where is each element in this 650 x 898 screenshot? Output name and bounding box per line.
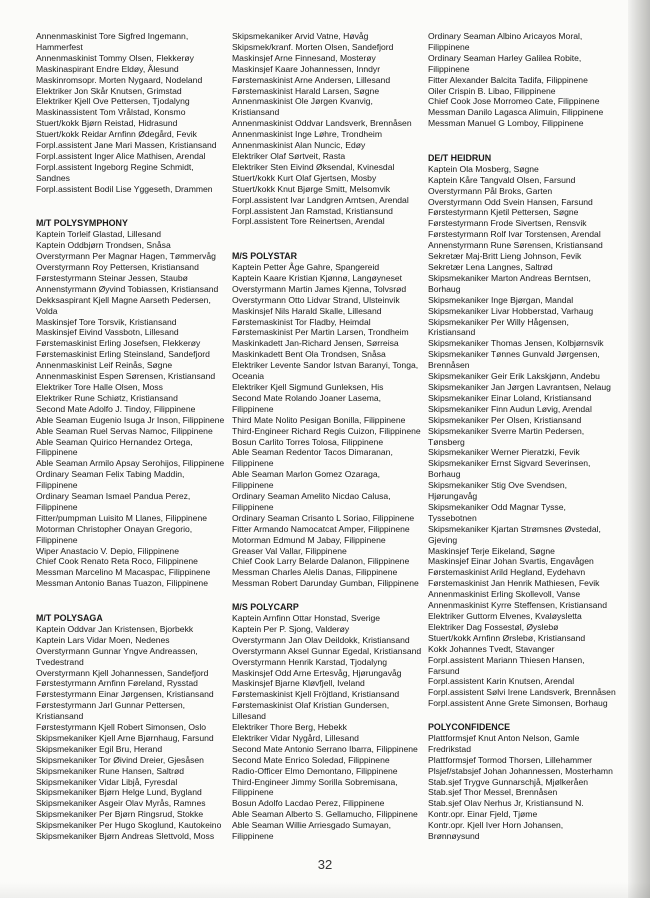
crew-line: Ordinary Seaman Harley Galilea Robite,	[428, 52, 582, 63]
crew-line: Kaptein Oddbjørn Trondsen, Snåsa	[36, 240, 171, 251]
crew-line: Maskinsjef Nils Harald Skalle, Lillesand	[232, 305, 382, 316]
crew-line: Førstestyrmann Arnfinn Føreland, Rysstad	[36, 678, 198, 689]
crew-line: Chief Cook Renato Reta Roco, Filippinene	[36, 556, 198, 567]
crew-line: Messman Antonio Banas Tuazon, Filippinene	[36, 578, 208, 589]
crew-line: Motorman Edmund M Jabay, Filippinene	[232, 534, 386, 545]
crew-line: Able Seaman Willie Arriesgado Sumayan,	[232, 820, 392, 831]
crew-line: Filippinene	[232, 458, 274, 469]
crew-line: Førstemaskinist Arne Andersen, Lillesand	[232, 74, 391, 85]
crew-line: Skipsmekaniker Geir Erik Lakskjønn, Andebu	[428, 371, 600, 382]
section-heading: POLYCONFIDENCE	[428, 722, 511, 733]
blank-line	[428, 709, 624, 720]
blank-line	[232, 589, 424, 600]
crew-line: Kaptein Kåre Tangvald Olsen, Farsund	[428, 174, 576, 185]
crew-line: Annenstyrmann Rune Sørensen, Kristiansand	[428, 240, 603, 251]
crew-line: Radio-Officer Elmo Demontano, Filippinene	[232, 765, 398, 776]
crew-line: Fitter/pumpman Luisito M Llanes, Filippinene	[36, 512, 208, 523]
crew-line: Third-Engineer Jimmy Sorilla Sobremisana,	[232, 776, 398, 787]
crew-line: Skipsmekaniker Per Bjørn Ringsrud, Stokke	[36, 809, 204, 820]
section-heading: M/S POLYSTAR	[232, 251, 298, 262]
crew-line: Brennåsen	[428, 360, 470, 371]
crew-line: Volda	[36, 305, 58, 316]
crew-line: Skipsmekaniker Inge Bjørgan, Mandal	[428, 294, 574, 305]
crew-line: Maskinsjef Odd Arne Ertesvåg, Hjørungavåg	[232, 667, 402, 678]
crew-line: Maskinkadett Bent Ola Trondsen, Snåsa	[232, 349, 386, 360]
crew-line: Messman Danilo Lagasca Alimuin, Filippinene	[428, 107, 604, 118]
crew-line: Oceania	[232, 371, 265, 382]
crew-line: Fitter Alexander Balcita Tadifa, Filippinene	[428, 74, 588, 85]
crew-line: Plattformsjef Tormod Thorsen, Lillehammer	[428, 754, 592, 765]
crew-line: Førstestyrmann Kjell Robert Simonsen, Oslo	[36, 722, 207, 733]
crew-line: Skipsmekaniker Finn Audun Løvig, Arendal	[428, 403, 592, 414]
crew-line: Filippinene	[428, 41, 470, 52]
crew-line: Elektriker Levente Sandor Istvan Baranyi, Tonga,	[232, 360, 419, 371]
page-number: 32	[317, 857, 333, 872]
crew-line: Overstyrmann Henrik Karstad, Tjodalyng	[232, 656, 388, 667]
crew-line: Skipsmekaniker Stig Ove Svendsen,	[428, 480, 567, 491]
crew-line: Førstemaskinist Per Martin Larsen, Trondheim	[232, 327, 409, 338]
crew-line: Sandnes	[36, 172, 70, 183]
blank-line	[232, 227, 424, 238]
crew-line: Elektriker Thore Berg, Hebekk	[232, 722, 347, 733]
crew-line: Maskinsjef Terje Eikeland, Søgne	[428, 545, 555, 556]
crew-line: Gjeving	[428, 534, 458, 545]
crew-line: Annenmaskinist Espen Sørensen, Kristiansand	[36, 371, 216, 382]
crew-line: Second Mate Enrico Soledad, Filippinene	[232, 754, 390, 765]
crew-line: Kristiansand	[428, 327, 476, 338]
crew-line: Annenmaskinist Ole Jørgen Kvanvig,	[232, 96, 373, 107]
crew-line: Skipsmekaniker Tor Øivind Dreier, Gjesåsen	[36, 754, 204, 765]
crew-line: Fitter Armando Namocatcat Amper, Filippinene	[232, 523, 410, 534]
crew-line: Messman Robert Darunday Gumban, Filippinene	[232, 578, 419, 589]
crew-line: Førstemaskinist Olaf Kristian Gundersen,	[232, 700, 390, 711]
crew-line: Messman Marcelino M Macaspac, Filippinene	[36, 567, 211, 578]
crew-line: Skipsmekaniker Bjørn Andreas Slettvold, Moss	[36, 831, 215, 842]
crew-line: Able Seaman Quirico Hernandez Ortega,	[36, 436, 193, 447]
crew-line: Plattformsjef Knut Anton Nelson, Gamle	[428, 732, 580, 743]
crew-line: Farsund	[428, 665, 460, 676]
section-heading: M/S POLYCARP	[232, 602, 299, 613]
crew-line: Forpl.assistent Mariann Thiesen Hansen,	[428, 654, 585, 665]
crew-line: Kristiansand	[232, 107, 280, 118]
blank-line	[428, 129, 624, 140]
crew-line: Able Seaman Eugenio Isuga Jr Inson, Filippinene	[36, 414, 225, 425]
blank-line	[232, 238, 424, 249]
crew-line: Skipsmekaniker Per Hugo Skoglund, Kautokeino	[36, 820, 222, 831]
crew-line: Annenmaskinist Leif Reinås, Søgne	[36, 360, 173, 371]
crew-line: Bosun Adolfo Lacdao Perez, Filippinene	[232, 798, 385, 809]
crew-line: Maskinassistent Tom Vrålstad, Konsmo	[36, 107, 186, 118]
crew-line: Forpl.assistent Jane Mari Massen, Kristiansand	[36, 140, 217, 151]
crew-line: Brønnøysund	[428, 831, 480, 842]
crew-line: Borhaug	[428, 283, 461, 294]
crew-line: Stab.sjef Trygve Gunnarschjå, Mjølkeråen	[428, 776, 589, 787]
crew-line: Kaptein Oddvar Jan Kristensen, Bjorbekk	[36, 623, 194, 634]
crew-line: Førstemaskinist Erling Josefsen, Flekkerøy	[36, 338, 201, 349]
crew-line: Stuert/kokk Knut Bjørge Smitt, Melsomvik	[232, 183, 391, 194]
crew-line: Forpl.assistent Ivar Landgren Arntsen, Arendal	[232, 194, 409, 205]
blank-line	[428, 140, 624, 151]
section-heading: DE/T HEIDRUN	[428, 152, 492, 163]
blank-line	[36, 600, 231, 611]
crew-line: Ordinary Seaman Crisanto L Soriao, Filippinene	[232, 512, 415, 523]
crew-line: Skipsmekaniker Odd Magnar Tysse,	[428, 501, 566, 512]
crew-line: Annenmaskinist Tore Sigfred Ingemann,	[36, 31, 189, 41]
crew-line: Kaptein Ola Mosberg, Søgne	[428, 163, 539, 174]
crew-line: Chief Cook Larry Belarde Dalanon, Filippinene	[232, 556, 410, 567]
crew-line: Overstyrmann Jan Olav Deildokk, Kristiansand	[232, 634, 410, 645]
crew-line: Stuert/kokk Bjørn Reistad, Hidrasund	[36, 118, 178, 129]
crew-line: Overstyrmann Kjell Johannessen, Sandefjord	[36, 667, 209, 678]
section-heading: M/T POLYSAGA	[36, 612, 103, 623]
crew-line: Forpl.assistent Inger Alice Mathisen, Arendal	[36, 150, 206, 161]
crew-line: Kaptein Petter Åge Gahre, Spangereid	[232, 262, 380, 272]
page-edge-shadow	[628, 0, 650, 898]
blank-line	[36, 205, 231, 216]
blank-line	[36, 589, 231, 600]
crew-line: Førstestyrmann Steinar Jessen, Staubø	[36, 272, 188, 283]
crew-line: Able Seaman Redentor Tacos Dimaranan,	[232, 447, 393, 458]
crew-line: Skipsmekaniker Marton Andreas Berntsen,	[428, 272, 591, 283]
text-column-3	[428, 31, 624, 842]
crew-line: Skipsmekaniker Thomas Jensen, Kolbjørnsvik	[428, 338, 604, 349]
crew-line: Forpl.assistent Jan Ramstad, Kristiansund	[232, 205, 393, 216]
crew-line: Skipsmekaniker Asgeir Olav Myrås, Ramnes	[36, 798, 206, 809]
crew-line: Oiler Crispin B. Libao, Filippinene	[428, 85, 556, 96]
page-bottom-shadow	[0, 882, 650, 898]
crew-line: Motorman Christopher Onayan Gregorio,	[36, 523, 193, 534]
crew-line: Filippinene	[36, 480, 78, 491]
crew-line: Second Mate Antonio Serrano Ibarra, Filippinene	[232, 743, 418, 754]
crew-line: Maskinsjef Kaare Johannessen, Inndyr	[232, 63, 381, 74]
crew-line: Skipsmekaniker Jan Jørgen Lavrantsen, Nelaug	[428, 381, 611, 392]
crew-line: Filippinene	[428, 63, 470, 74]
crew-line: Overstyrmann Aksel Gunnar Egedal, Kristiansand	[232, 645, 422, 656]
crew-line: Skipsmekaniker Kjell Arne Bjørnhaug, Farsund	[36, 732, 214, 743]
section-heading: M/T POLYSYMPHONY	[36, 218, 128, 229]
crew-line: Kaptein Per P. Sjong, Valderøy	[232, 623, 350, 634]
crew-line: Skipsmek/kranf. Morten Olsen, Sandefjord	[232, 41, 394, 52]
crew-line: Bosun Carlito Torres Tolosa, Filippinene	[232, 436, 384, 447]
crew-line: Førstestyrmann Frode Sivertsen, Rensvik	[428, 218, 587, 229]
crew-line: Forpl.assistent Anne Grete Simonsen, Borhaug	[428, 698, 608, 709]
crew-line: Annenmaskinist Inge Løhre, Trondheim	[232, 129, 382, 140]
crew-line: Filippinene	[232, 403, 274, 414]
crew-line: Elektriker Guttorm Elvenes, Kvaløysletta	[428, 611, 582, 621]
crew-line: Kaptein Arnfinn Ottar Honstad, Sverige	[232, 612, 381, 623]
crew-line: Tønsberg	[428, 436, 465, 447]
crew-line: Elektriker Jon Skår Knutsen, Grimstad	[36, 85, 182, 96]
crew-line: Skipsmekaniker Rune Hansen, Saltrød	[36, 765, 185, 776]
crew-line: Kaptein Lars Vidar Moen, Nedenes	[36, 634, 170, 645]
crew-line: Overstyrmann Odd Svein Hansen, Farsund	[428, 196, 593, 207]
crew-line: Elektriker Tore Halle Olsen, Moss	[36, 381, 163, 392]
crew-line: Skipsmekaniker Egil Bru, Herand	[36, 743, 163, 754]
crew-line: Stuert/kokk Arnfinn Ørslebø, Kristiansand	[428, 632, 586, 643]
crew-line: Elektriker Vidar Nygård, Lillesand	[232, 732, 359, 743]
crew-line: Able Seaman Ruel Servas Namoc, Filippinene	[36, 425, 213, 436]
crew-line: Maskinsjef Einar Johan Svartis, Engavågen	[428, 556, 594, 567]
blank-line	[36, 195, 231, 206]
crew-line: Able Seaman Alberto S. Gellamucho, Filippinene	[232, 809, 418, 820]
crew-line: Overstyrmann Pål Broks, Garten	[428, 185, 553, 196]
crew-line: Skipsmekaniker Bjørn Helge Lund, Bygland	[36, 787, 202, 798]
crew-line: Filippinene	[36, 501, 78, 512]
crew-line: Forpl.assistent Sølvi Irene Landsverk, Brennåsen	[428, 687, 616, 698]
crew-line: Kokk Johannes Tvedt, Stavanger	[428, 643, 555, 654]
crew-line: Forpl.assistent Tore Reinertsen, Arendal	[232, 216, 385, 227]
crew-line: Førstemaskinist Harald Larsen, Søgne	[232, 85, 380, 96]
crew-line: Maskinkadett Jan-Richard Jensen, Sørreisa	[232, 338, 399, 349]
crew-line: Overstyrmann Roy Pettersen, Kristiansand	[36, 262, 199, 272]
crew-line: Skipsmekaniker Einar Loland, Kristiansand	[428, 392, 592, 403]
crew-line: Fredrikstad	[428, 743, 471, 754]
crew-line: Plsjef/stabsjef Johan Johannessen, Mosterhamn	[428, 765, 613, 776]
crew-line: Sekretær Lena Langnes, Saltrød	[428, 262, 553, 272]
crew-line: Filippinene	[36, 447, 78, 458]
crew-line: Overstyrmann Gunnar Yngve Andreassen,	[36, 645, 198, 656]
crew-line: Elektriker Olaf Sørtveit, Rasta	[232, 150, 346, 161]
crew-line: Maskinaspirant Endre Eldøy, Ålesund	[36, 63, 179, 74]
crew-line: Filippinene	[232, 787, 274, 798]
crew-line: Third Mate Nolito Pesigan Bonilla, Filippinene	[232, 414, 406, 425]
crew-line: Ordinary Seaman Felix Tabing Maddin,	[36, 469, 185, 480]
crew-line: Annenmaskinist Kyrre Steffensen, Kristiansand	[428, 600, 607, 611]
crew-line: Førstestyrmann Jarl Gunnar Pettersen,	[36, 700, 186, 711]
crew-line: Førstemaskinist Tor Fladby, Heimdal	[232, 316, 371, 327]
crew-line: Skipsmekaniker Per Willy Hågensen,	[428, 316, 569, 327]
crew-line: Annenstyrmann Øyvind Tobiassen, Kristiansand	[36, 283, 219, 294]
crew-line: Forpl.assistent Ingeborg Regine Schmidt,	[36, 161, 194, 172]
crew-line: Able Seaman Armilo Apsay Serohijos, Filippinene	[36, 458, 225, 469]
crew-line: Dekksaspirant Kjell Magne Aarseth Pedersen,	[36, 294, 211, 305]
crew-line: Elektriker Sten Eivind Øksendal, Kvinesdal	[232, 161, 395, 172]
crew-line: Annenmaskinist Alan Nuncic, Edøy	[232, 140, 366, 151]
crew-line: Third-Engineer Richard Regis Cuizon, Filippinene	[232, 425, 421, 436]
crew-line: Ordinary Seaman Ismael Pandua Perez,	[36, 491, 191, 502]
crew-line: Stuert/kokk Kurt Olaf Gjertsen, Mosby	[232, 172, 377, 183]
crew-line: Førstemaskinist Kjell Fröjtland, Kristiansand	[232, 689, 400, 700]
crew-line: Førstemaskinist Arild Hegland, Eydehavn	[428, 567, 586, 578]
crew-line: Maskinsjef Bjarne Kløvfjell, Iveland	[232, 678, 365, 689]
crew-line: Ordinary Seaman Amelito Nicdao Calusa,	[232, 491, 391, 502]
crew-line: Borhaug	[428, 469, 461, 480]
crew-line: Stuert/kokk Reidar Arnfinn Ødegård, Fevik	[36, 129, 197, 140]
crew-line: Lillesand	[232, 711, 266, 722]
crew-line: Skipsmekaniker Tønnes Gunvald Jørgensen,	[428, 349, 600, 360]
crew-line: Filippinene	[36, 534, 78, 545]
crew-line: Hammerfest	[36, 41, 83, 52]
crew-line: Førstestyrmann Rolf Ivar Torstensen, Arendal	[428, 229, 601, 240]
crew-line: Kontr.opr. Einar Fjeld, Tjøme	[428, 809, 538, 820]
crew-line: Overstyrmann Martin James Kjenna, Tolvsrød	[232, 283, 407, 294]
crew-line: Førstemaskinist Erling Steinsland, Sandefjord	[36, 349, 210, 360]
crew-line: Forpl.assistent Karin Knutsen, Arendal	[428, 676, 575, 687]
crew-line: Skipsmekaniker Vidar Libjå, Fyresdal	[36, 776, 178, 787]
crew-line: Overstyrmann Otto Lidvar Strand, Ulsteinvik	[232, 294, 400, 305]
crew-line: Kristiansand	[36, 711, 84, 722]
crew-line: Skipsmekaniker Per Olsen, Kristiansand	[428, 414, 582, 425]
crew-line: Overstyrmann Per Magnar Hagen, Tømmervåg	[36, 251, 216, 262]
crew-line: Sekretær Maj-Britt Lieng Johnson, Fevik	[428, 251, 582, 262]
crew-line: Able Seaman Marlon Gomez Ozaraga,	[232, 469, 381, 480]
crew-line: Stab.sjef Thor Messel, Brennåsen	[428, 787, 558, 798]
crew-line: Skipsmekaniker Werner Pieratzki, Fevik	[428, 447, 580, 458]
crew-line: Annenmaskinist Tommy Olsen, Flekkerøy	[36, 52, 194, 63]
crew-line: Chief Cook Jose Morromeo Cate, Filippinene	[428, 96, 600, 107]
crew-line: Stab.sjef Olav Nerhus Jr, Kristiansund N.	[428, 798, 584, 809]
crew-line: Tvedestrand	[36, 656, 84, 667]
crew-line: Skipsmekaniker Ernst Sigvard Severinsen,	[428, 458, 591, 469]
crew-line: Greaser Val Vallar, Filippinene	[232, 545, 347, 556]
crew-line: Skipsmekaniker Livar Hobberstad, Varhaug	[428, 305, 594, 316]
crew-line: Maskinsjef Arne Finnesand, Mosterøy	[232, 52, 376, 63]
crew-line: Førstemaskinist Jan Henrik Mathiesen, Fevik	[428, 578, 600, 589]
crew-line: Maskinsjef Eivind Vassbotn, Lillesand	[36, 327, 179, 338]
crew-line: Annenmaskinist Erling Skollevoll, Vanse	[428, 589, 581, 600]
crew-line: Kontr.opr. Kjell Iver Horn Johansen,	[428, 820, 564, 831]
crew-line: Elektriker Kjell Ove Pettersen, Tjodalyng	[36, 96, 190, 107]
crew-line: Annenmaskinist Oddvar Landsverk, Brennåsen	[232, 118, 412, 129]
crew-line: Second Mate Rolando Joaner Lasema,	[232, 392, 382, 403]
text-column-1	[36, 31, 231, 842]
crew-line: Skipsmekaniker Kjartan Strømsnes Øvstedal,	[428, 523, 601, 534]
text-column-2	[232, 31, 424, 842]
crew-line: Second Mate Adolfo J. Tindoy, Filippinene	[36, 403, 196, 414]
crew-line: Filippinene	[232, 501, 274, 512]
crew-line: Elektriker Dag Fossestøl, Øyslebø	[428, 621, 559, 632]
crew-line: Skipsmekaniker Sverre Martin Pedersen,	[428, 425, 585, 436]
crew-line: Maskinromsopr. Morten Nygaard, Nodeland	[36, 74, 203, 85]
crew-line: Kaptein Torleif Glastad, Lillesand	[36, 229, 162, 240]
crew-line: Førstestyrmann Einar Jørgensen, Kristiansand	[36, 689, 214, 700]
crew-line: Filippinene	[232, 480, 274, 491]
crew-line: Maskinsjef Tore Torsvik, Kristiansand	[36, 316, 177, 327]
crew-line: Hjørungavåg	[428, 491, 478, 502]
crew-line: Tyssebotnen	[428, 512, 477, 523]
crew-line: Messman Manuel G Lomboy, Filippinene	[428, 118, 584, 129]
crew-line: Wiper Anastacio V. Depio, Filippinene	[36, 545, 179, 556]
crew-line: Skipsmekaniker Arvid Vatne, Høvåg	[232, 31, 369, 41]
crew-line: Førstestyrmann Kjetil Pettersen, Søgne	[428, 207, 579, 218]
crew-line: Filippinene	[232, 831, 274, 842]
crew-line: Kaptein Kaare Kristian Kjønnø, Langøyneset	[232, 272, 403, 283]
crew-line: Messman Charles Alelis Danas, Filippinene	[232, 567, 398, 578]
crew-line: Forpl.assistent Bodil Lise Yggeseth, Drammen	[36, 183, 213, 194]
crew-line: Ordinary Seaman Albino Aricayos Moral,	[428, 31, 583, 41]
crew-line: Elektriker Rune Schiøtz, Kristiansand	[36, 392, 178, 403]
crew-line: Elektriker Kjell Sigmund Gunleksen, His	[232, 381, 384, 392]
